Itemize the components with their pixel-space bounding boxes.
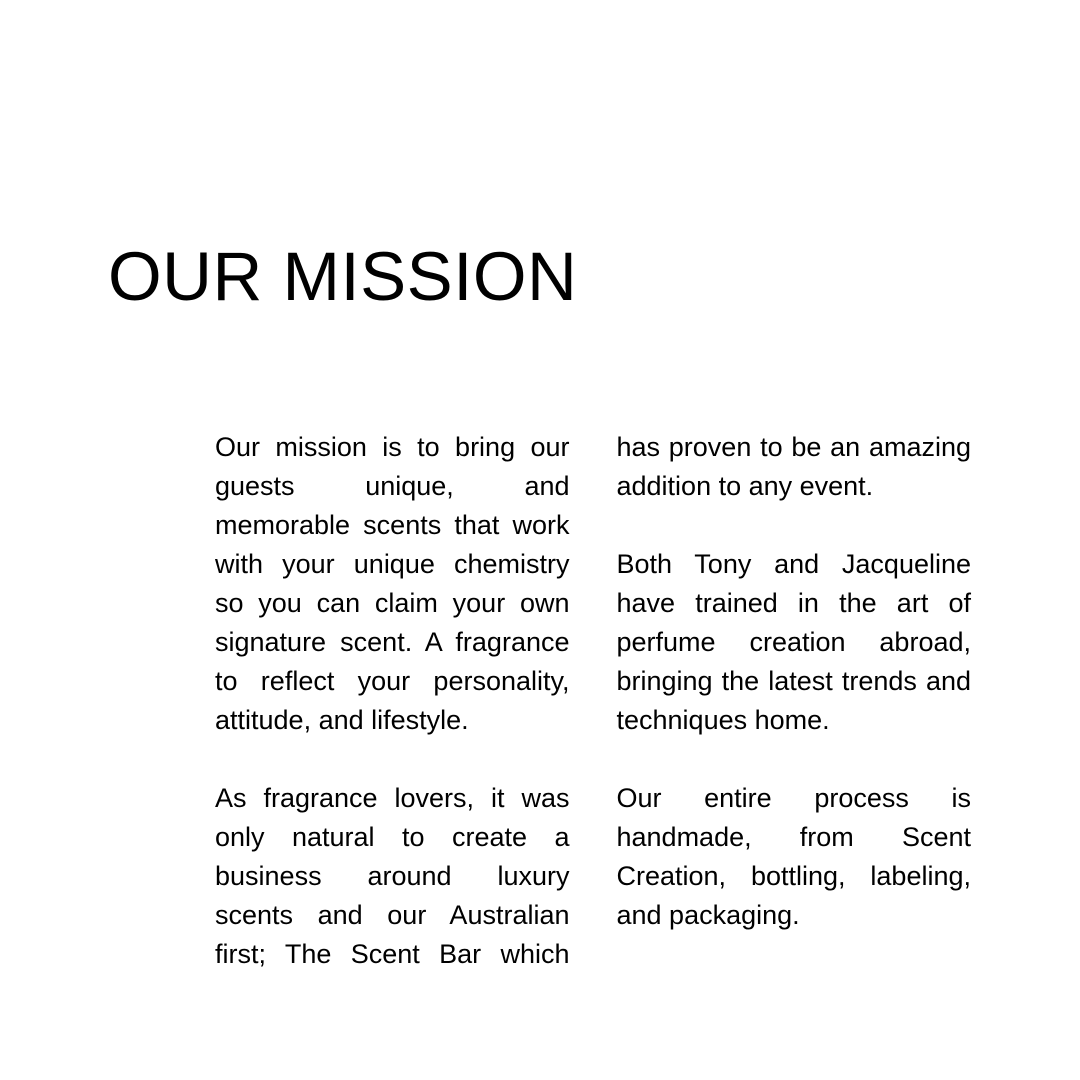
paragraph-fragrance-lovers: As fragrance lovers, it was only natural to create a business around luxury scents and our Australian first; The Scent Bar which has proven to be an amazing addition to any event. bbox=[215, 432, 971, 969]
mission-text bbox=[215, 428, 971, 1048]
paragraph-training: Both Tony and Jacqueline have trained in the art of perfume creation abroad, bringing the latest trends and techniques home. bbox=[616, 549, 971, 735]
paragraph-mission: Our mission is to bring our guests unique, and memorable scents that work with your unique chemistry so you can claim your own signature scent. A fragrance to reflect your personality, attitude, and lifestyle. bbox=[215, 432, 570, 735]
page-title: OUR MISSION bbox=[108, 238, 578, 315]
paragraph-process: Our entire process is handmade, from Scent Creation, bottling, labeling, and packaging. bbox=[616, 783, 971, 930]
